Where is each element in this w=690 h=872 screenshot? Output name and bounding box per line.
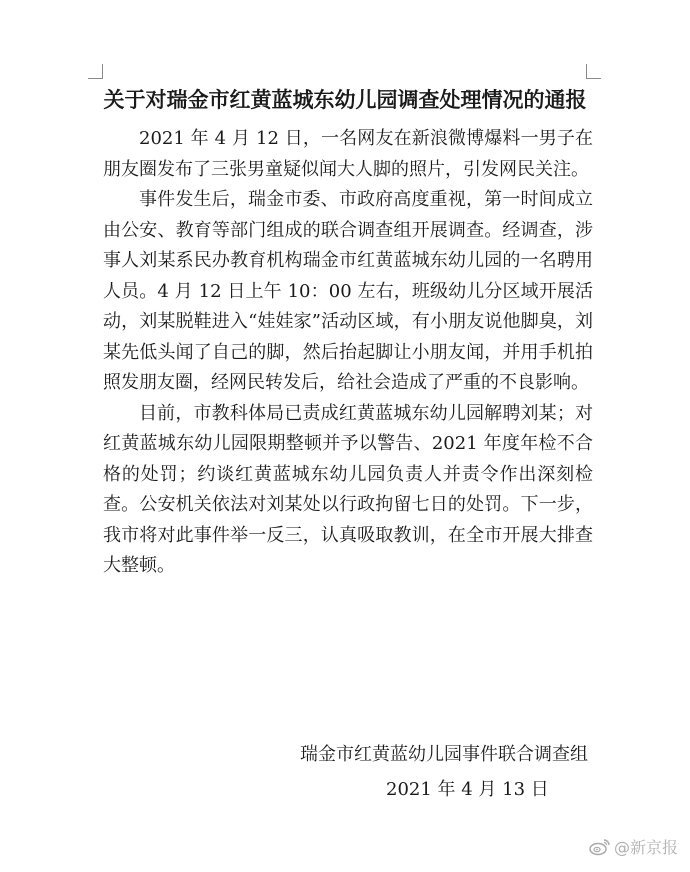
document-title: 关于对瑞金市红黄蓝城东幼儿园调查处理情况的通报 <box>103 87 587 112</box>
document-body <box>103 124 593 582</box>
paragraph-2: 事件发生后，瑞金市委、市政府高度重视，第一时间成立由公安、教育等部门组成的联合调查组开展调查。经调查，涉事人刘某系民办教育机构瑞金市红黄蓝城东幼儿园的一名聘用人员。4 月 12 日上午 10：00 左右，班级幼儿分区域开展活动，刘某脱鞋进入“娃娃家”活动区域，有小朋友说他脚臭，刘某先低头闻了自己的脚，然后抬起脚让小朋友闻，并用手机拍照发朋友圈，经网民转发后，给社会造成了严重的不良影响。 <box>103 189 593 393</box>
paragraph-1: 2021 年 4 月 12 日，一名网友在新浪微博爆料一男子在朋友圈发布了三张男童疑似闻大人脚的照片，引发网民关注。 <box>103 128 593 180</box>
watermark <box>589 835 678 858</box>
crop-mark-top-left <box>88 64 103 79</box>
signature-date: 2021 年 4 月 13 日 <box>386 779 549 800</box>
watermark-text: @新京报 <box>613 838 678 857</box>
paragraph-3: 目前，市教科体局已责成红黄蓝城东幼儿园解聘刘某；对红黄蓝城东幼儿园限期整顿并予以警告、2021 年度年检不合格的处罚；约谈红黄蓝城东幼儿园负责人并责令作出深刻检查。公安机关依法对刘某处以行政拘留七日的处罚。下一步，我市将对此事件举一反三，认真吸取教训，在全市开展大排查大整顿。 <box>103 402 593 576</box>
signature-organization: 瑞金市红黄蓝幼儿园事件联合调查组 <box>300 744 588 765</box>
weibo-logo-icon <box>589 838 611 856</box>
crop-mark-top-right <box>586 64 601 79</box>
